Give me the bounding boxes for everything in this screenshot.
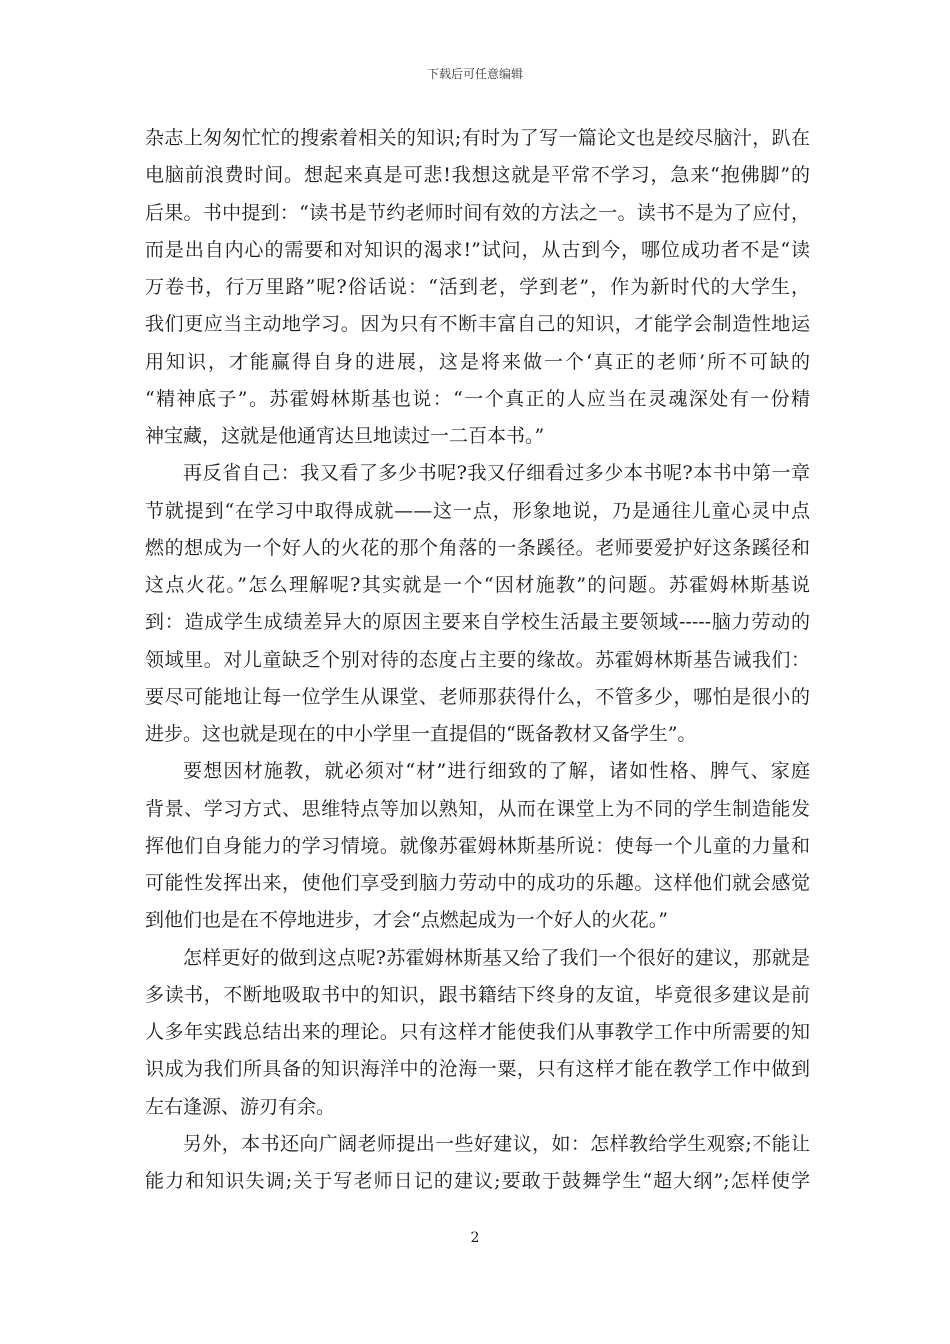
text-line: 进步。这也就是现在的中小学里一直提倡的“既备教材又备学生”。 (145, 723, 697, 745)
text-line: 识成为我们所具备的知识海洋中的沧海一粟，只有这样才能在教学工作中做到 (145, 1058, 810, 1081)
paragraph (145, 940, 810, 1126)
text-line: 万卷书，行万里路”呢?俗话说：“活到老，学到老”，作为新时代的大学生， (145, 276, 810, 298)
text-line: “精神底子”。苏霍姆林斯基也说：“一个真正的人应当在灵魂深处有一份精 (145, 387, 810, 410)
page-number: 2 (470, 1230, 480, 1246)
paragraph (145, 753, 810, 939)
text-line: 燃的想成为一个好人的火花的那个角落的一条蹊径。老师要爱护好这条蹊径和 (145, 536, 810, 559)
text-line: 而是出自内心的需要和对知识的渴求!”试问，从古到今，哪位成功者不是“读 (145, 238, 810, 261)
text-line: 节就提到“在学习中取得成就——这一点，形象地说，乃是通往儿童心灵中点 (145, 499, 810, 522)
text-line: 挥他们自身能力的学习情境。就像苏霍姆林斯基所说：使每一个儿童的力量和 (145, 834, 810, 857)
text-line: 用知识，才能赢得自身的进展，这是将来做一个‘真正的老师’所不可缺的 (145, 350, 810, 373)
text-line: 左右逢源、游刃有余。 (145, 1095, 336, 1118)
text-line: 人多年实践总结出来的理论。只有这样才能使我们从事教学工作中所需要的知 (145, 1021, 810, 1043)
text-line: 领域里。对儿童缺乏个别对待的态度占主要的缘故。苏霍姆林斯基告诫我们： (145, 648, 810, 671)
text-line: 杂志上匆匆忙忙的搜索着相关的知识;有时为了写一篇论文也是绞尽脑汁，趴在 (145, 127, 810, 149)
text-line: 要想因材施教，就必须对“材”进行细致的了解，诸如性格、脾气、家庭 (183, 760, 810, 783)
paragraph (145, 120, 810, 455)
text-line: 这点火花。”怎么理解呢?其实就是一个“因材施教”的问题。苏霍姆林斯基说 (145, 574, 810, 596)
paragraph (145, 1126, 810, 1201)
page-header: 下载后可任意编辑 (426, 67, 523, 81)
text-line: 我们更应当主动地学习。因为只有不断丰富自己的知识，才能学会制造性地运 (145, 313, 810, 336)
text-line: 怎样更好的做到这点呢?苏霍姆林斯基又给了我们一个很好的建议，那就是 (183, 946, 810, 969)
text-line: 多读书，不断地吸取书中的知识，跟书籍结下终身的友谊，毕竟很多建议是前 (145, 983, 810, 1006)
text-line: 电脑前浪费时间。想起来真是可悲!我想这就是平常不学习，急来“抱佛脚”的 (145, 164, 810, 187)
text-line: 背景、学习方式、思维特点等加以熟知，从而在课堂上为不同的学生制造能发 (145, 797, 810, 820)
text-line: 后果。书中提到：“读书是节约老师时间有效的方法之一。读书不是为了应付， (145, 201, 810, 224)
text-line: 能力和知识失调;关于写老师日记的建议;要敢于鼓舞学生“超大纲”;怎样使学 (145, 1170, 810, 1192)
paragraph (145, 455, 810, 753)
document-body (145, 120, 810, 1200)
text-line: 可能性发挥出来，使他们享受到脑力劳动中的成功的乐趣。这样他们就会感觉 (145, 872, 810, 894)
text-line: 再反省自己：我又看了多少书呢?我又仔细看过多少本书呢?本书中第一章 (183, 462, 810, 485)
text-line: 另外，本书还向广阔老师提出一些好建议，如：怎样教给学生观察;不能让 (183, 1132, 810, 1155)
text-line: 到他们也是在不停地进步，才会“点燃起成为一个好人的火花。” (145, 909, 668, 932)
text-line: 要尽可能地让每一位学生从课堂、老师那获得什么，不管多少，哪怕是很小的 (145, 685, 810, 708)
text-line: 到：造成学生成绩差异大的原因主要来自学校生活最主要领域-----脑力劳动的 (145, 611, 810, 634)
text-line: 神宝藏，这就是他通宵达旦地读过一二百本书。” (145, 425, 545, 447)
